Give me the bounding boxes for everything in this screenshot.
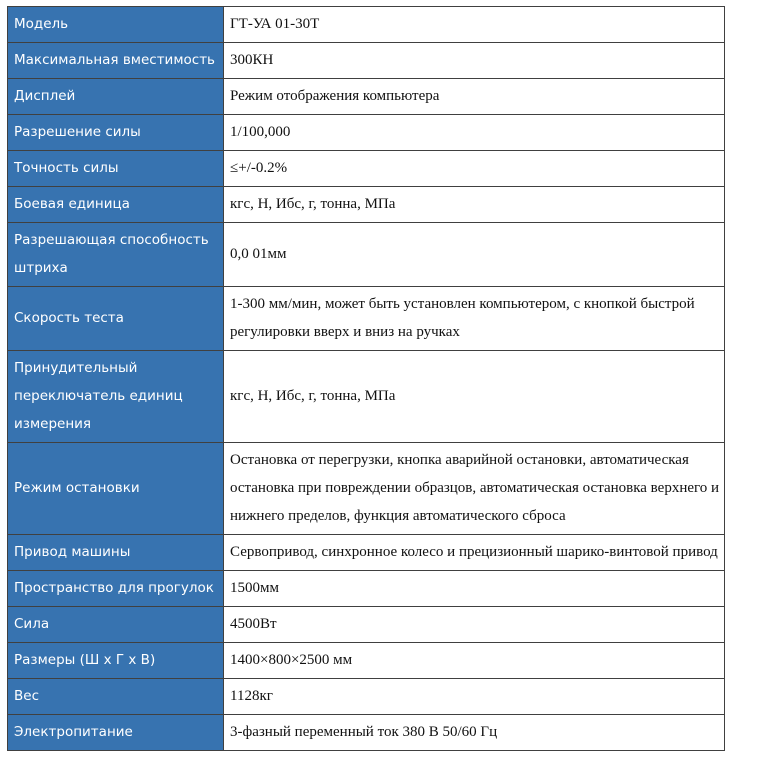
spec-value: 1400×800×2500 мм xyxy=(224,643,725,679)
spec-label: Пространство для прогулок xyxy=(8,571,224,607)
spec-row xyxy=(8,607,725,643)
spec-value: Режим отображения компьютера xyxy=(224,79,725,115)
spec-row xyxy=(8,43,725,79)
spec-row xyxy=(8,643,725,679)
spec-row xyxy=(8,187,725,223)
spec-row xyxy=(8,7,725,43)
spec-label: Режим остановки xyxy=(8,443,224,535)
spec-row xyxy=(8,351,725,443)
spec-value: 3-фазный переменный ток 380 В 50/60 Гц xyxy=(224,715,725,751)
spec-value: 0,0 01мм xyxy=(224,223,725,287)
spec-label: Вес xyxy=(8,679,224,715)
spec-value: Остановка от перегрузки, кнопка аварийной остановки, автоматическая остановка при повреждении образцов, автоматическая остановка верхнего и нижнего пределов, функция автоматического сброса xyxy=(224,443,725,535)
spec-value: кгс, Н, Ибс, г, тонна, МПа xyxy=(224,187,725,223)
spec-label: Принудительный переключатель единиц измерения xyxy=(8,351,224,443)
spec-value: 1-300 мм/мин, может быть установлен компьютером, с кнопкой быстрой регулировки вверх и вниз на ручках xyxy=(224,287,725,351)
spec-row xyxy=(8,535,725,571)
spec-label: Максимальная вместимость xyxy=(8,43,224,79)
spec-value: ГТ-УА 01-30Т xyxy=(224,7,725,43)
spec-label: Привод машины xyxy=(8,535,224,571)
spec-value: 1128кг xyxy=(224,679,725,715)
spec-label: Разрешение силы xyxy=(8,115,224,151)
spec-value: 1500мм xyxy=(224,571,725,607)
spec-value: кгс, Н, Ибс, г, тонна, МПа xyxy=(224,351,725,443)
spec-label: Модель xyxy=(8,7,224,43)
spec-row xyxy=(8,151,725,187)
spec-value: 300КН xyxy=(224,43,725,79)
spec-value: ≤+/-0.2% xyxy=(224,151,725,187)
spec-row xyxy=(8,443,725,535)
spec-value: Сервопривод, синхронное колесо и прецизионный шарико-винтовой привод xyxy=(224,535,725,571)
spec-label: Боевая единица xyxy=(8,187,224,223)
spec-label: Электропитание xyxy=(8,715,224,751)
specification-table xyxy=(7,6,725,751)
spec-label: Дисплей xyxy=(8,79,224,115)
spec-row xyxy=(8,115,725,151)
spec-value: 1/100,000 xyxy=(224,115,725,151)
spec-row xyxy=(8,223,725,287)
spec-value: 4500Вт xyxy=(224,607,725,643)
spec-label: Скорость теста xyxy=(8,287,224,351)
spec-label: Сила xyxy=(8,607,224,643)
spec-label: Разрешающая способность штриха xyxy=(8,223,224,287)
spec-row xyxy=(8,571,725,607)
specification-table-body xyxy=(8,7,725,751)
spec-row xyxy=(8,715,725,751)
spec-label: Точность силы xyxy=(8,151,224,187)
spec-row xyxy=(8,79,725,115)
spec-row xyxy=(8,287,725,351)
spec-row xyxy=(8,679,725,715)
spec-label: Размеры (Ш х Г х В) xyxy=(8,643,224,679)
